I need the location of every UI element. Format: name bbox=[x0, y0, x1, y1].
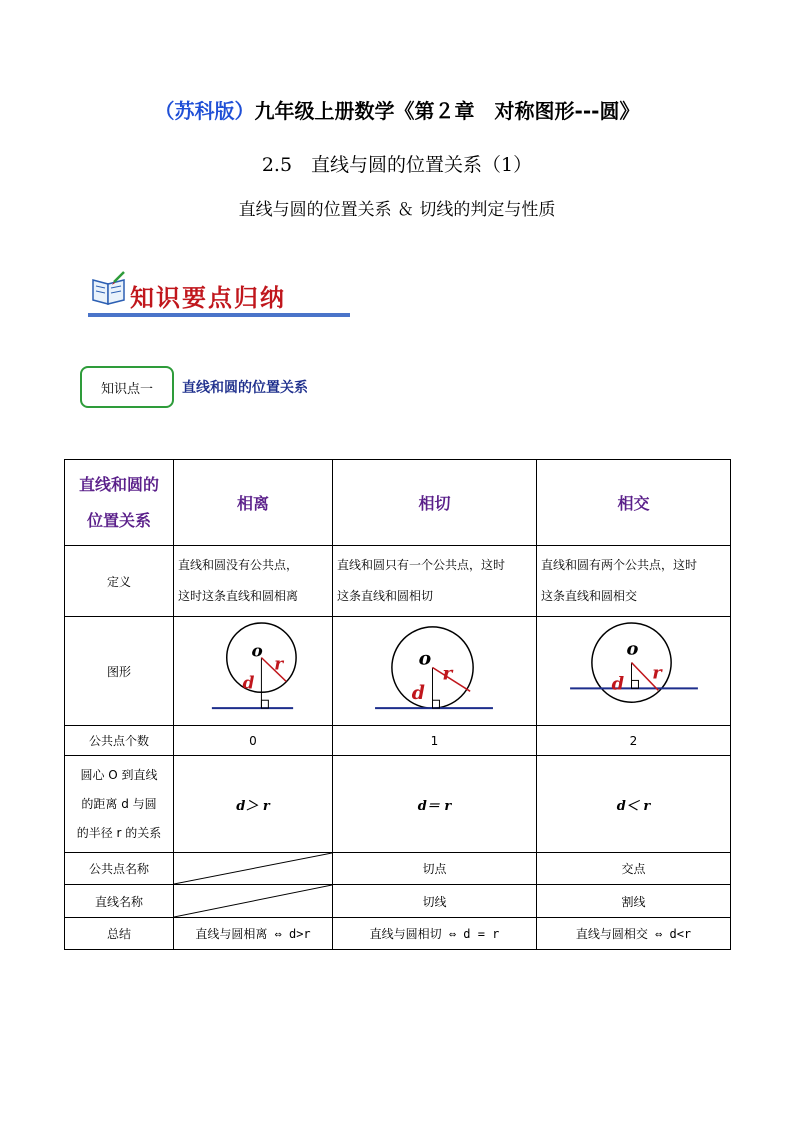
definition-intersect bbox=[537, 546, 731, 617]
row-label-figure: 图形 bbox=[65, 617, 174, 726]
tangent-diagram bbox=[333, 617, 536, 725]
definition-line: 这条直线和圆相切 bbox=[337, 589, 434, 603]
definition-line: 直线和圆只有一个公共点，这时 bbox=[337, 558, 506, 572]
distance-label: d bbox=[411, 682, 425, 705]
count-row bbox=[65, 726, 731, 756]
distance-separate: d＞ r bbox=[174, 756, 333, 853]
summary-tangent: 直线与圆相切 ⇔ d = r bbox=[333, 918, 537, 950]
table-header-row bbox=[65, 460, 731, 546]
line-name-tangent: 切线 bbox=[333, 885, 537, 918]
radius-label: r bbox=[274, 653, 284, 674]
banner-text: 知识要点归纳 bbox=[130, 284, 286, 312]
definition-line: 直线和圆没有公共点， bbox=[178, 558, 299, 572]
definition-line: 直线和圆有两个公共点，这时 bbox=[541, 558, 698, 572]
row-label-point-name: 公共点名称 bbox=[65, 853, 174, 885]
topic-heading: 直线与圆的位置关系 ＆ 切线的判定与性质 bbox=[238, 200, 556, 220]
corner-line-1: 直线和圆的 bbox=[78, 474, 159, 494]
radius-label: r bbox=[652, 662, 662, 684]
summary-separate: 直线与圆相离 ⇔ d>r bbox=[174, 918, 333, 950]
center-label: o bbox=[626, 638, 639, 660]
relation-table bbox=[64, 459, 731, 950]
book-icon bbox=[90, 270, 128, 308]
distance-label-line: 圆心 O 到直线 bbox=[80, 767, 158, 782]
corner-line-2: 位置关系 bbox=[86, 510, 151, 530]
distance-label-line: 的半径 r 的关系 bbox=[76, 825, 162, 840]
radius-label: r bbox=[442, 662, 453, 685]
row-label-summary: 总结 bbox=[65, 918, 174, 950]
point-name-tangent: 切点 bbox=[333, 853, 537, 885]
definition-line: 这条直线和圆相交 bbox=[541, 589, 638, 603]
line-name-intersect: 割线 bbox=[537, 885, 731, 918]
point-name-row bbox=[65, 853, 731, 885]
intersect-diagram bbox=[537, 617, 730, 725]
center-label: o bbox=[251, 640, 263, 661]
line-name-row bbox=[65, 885, 731, 918]
document-title bbox=[0, 95, 794, 124]
figure-tangent bbox=[333, 617, 537, 726]
count-intersect: 2 bbox=[537, 726, 731, 756]
empty-cell-slash bbox=[174, 853, 332, 884]
count-separate: 0 bbox=[174, 726, 333, 756]
figure-row bbox=[65, 617, 731, 726]
knowledge-point-badge: 知识点一 bbox=[80, 366, 174, 408]
banner-underline bbox=[88, 313, 350, 317]
count-tangent: 1 bbox=[333, 726, 537, 756]
knowledge-summary-banner bbox=[88, 268, 350, 320]
summary-intersect: 直线与圆相交 ⇔ d<r bbox=[537, 918, 731, 950]
right-angle-mark bbox=[433, 700, 440, 708]
right-angle-mark bbox=[261, 700, 268, 708]
publisher-label: （苏科版） bbox=[154, 99, 255, 123]
definition-separate bbox=[174, 546, 333, 617]
figure-intersect bbox=[537, 617, 731, 726]
row-label-distance bbox=[65, 756, 174, 853]
definition-row bbox=[65, 546, 731, 617]
row-label-line-name: 直线名称 bbox=[65, 885, 174, 918]
center-label: o bbox=[418, 647, 432, 670]
definition-line: 这时这条直线和圆相离 bbox=[178, 589, 299, 603]
right-angle-mark bbox=[632, 680, 639, 688]
definition-tangent bbox=[333, 546, 537, 617]
corner-header bbox=[65, 460, 174, 546]
title-text: 九年级上册数学《第２章 对称图形---圆》 bbox=[254, 99, 640, 123]
distance-row bbox=[65, 756, 731, 853]
point-name-separate bbox=[174, 853, 333, 885]
line-name-separate bbox=[174, 885, 333, 918]
column-header-separate: 相离 bbox=[174, 460, 333, 546]
row-label-count: 公共点个数 bbox=[65, 726, 174, 756]
empty-cell-slash bbox=[174, 885, 332, 917]
distance-tangent: d＝ r bbox=[333, 756, 537, 853]
column-header-intersect: 相交 bbox=[537, 460, 731, 546]
point-name-intersect: 交点 bbox=[537, 853, 731, 885]
section-heading: 2.5 直线与圆的位置关系（1） bbox=[261, 154, 533, 176]
distance-label: d bbox=[611, 673, 625, 695]
knowledge-point-title: 直线和圆的位置关系 bbox=[182, 380, 308, 396]
distance-label: d bbox=[242, 672, 255, 693]
distance-intersect: d＜ r bbox=[537, 756, 731, 853]
distance-label-line: 的距离 d 与圆 bbox=[81, 796, 157, 811]
row-label-definition: 定义 bbox=[65, 546, 174, 617]
column-header-tangent: 相切 bbox=[333, 460, 537, 546]
separate-diagram bbox=[174, 617, 332, 725]
figure-separate bbox=[174, 617, 333, 726]
summary-row bbox=[65, 918, 731, 950]
